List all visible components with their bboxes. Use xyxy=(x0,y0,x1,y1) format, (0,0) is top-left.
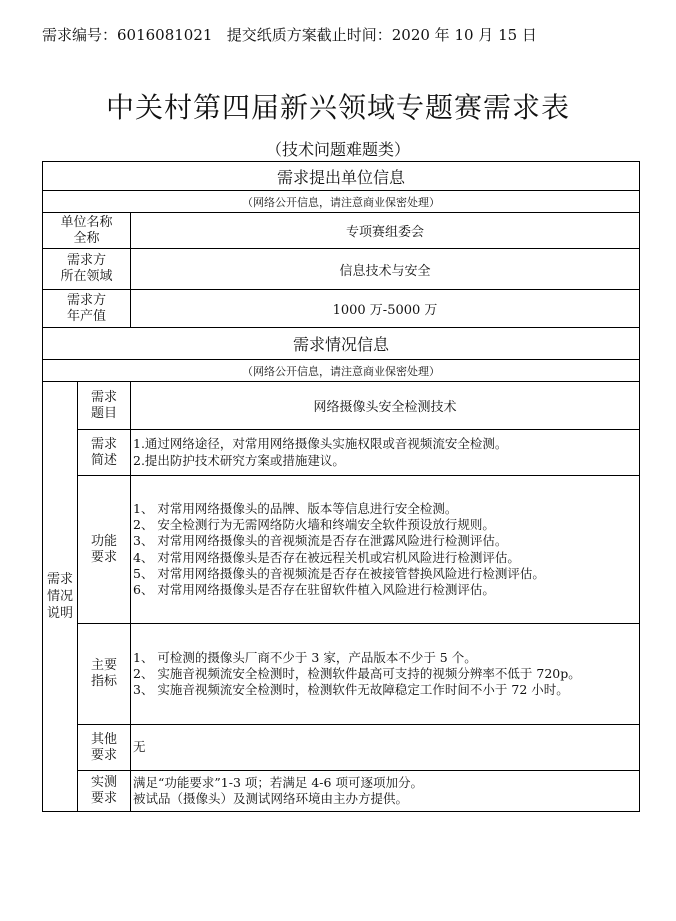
brief-label: 需求 简述 xyxy=(78,430,131,476)
list-item: 1、 可检测的摄像头厂商不少于 3 家，产品版本不少于 5 个。 xyxy=(133,649,477,665)
org-revenue-value: 1000 万-5000 万 xyxy=(131,290,640,328)
need-group-label: 需求 情况 说明 xyxy=(43,382,78,812)
other-value: 无 xyxy=(131,725,640,771)
org-field-value: 信息技术与安全 xyxy=(131,249,640,290)
org-revenue-label: 需求方 年产值 xyxy=(43,290,131,328)
list-item: 被试品（摄像头）及测试网络环境由主办方提供。 xyxy=(133,791,409,806)
list-item: 1、 对常用网络摄像头的品牌、版本等信息进行安全检测。 xyxy=(133,500,458,516)
list-item: 2.提出防护技术研究方案或措施建议。 xyxy=(133,452,345,468)
org-field-label: 需求方 所在领域 xyxy=(43,249,131,290)
list-item: 5、 对常用网络摄像头的音视频流是否存在被接管替换风险进行检测评估。 xyxy=(133,565,545,581)
functions-list xyxy=(131,476,640,624)
list-item: 满足“功能要求”1-3 项；若满足 4-6 项可逐项加分。 xyxy=(133,774,423,790)
test-label: 实测 要求 xyxy=(78,771,131,812)
list-item: 4、 对常用网络摄像头是否存在被远程关机或宕机风险进行检测评估。 xyxy=(133,549,520,565)
need-section-title: 需求情况信息 xyxy=(43,328,640,360)
requirement-form-table xyxy=(42,161,640,812)
page-subtitle: （技术问题难题类） xyxy=(265,140,410,159)
brief-list xyxy=(131,430,640,476)
topic-value: 网络摄像头安全检测技术 xyxy=(131,382,640,430)
functions-label: 功能 要求 xyxy=(78,476,131,624)
org-section-note: （网络公开信息，请注意商业保密处理） xyxy=(43,191,640,213)
org-name-label: 单位名称 全称 xyxy=(43,213,131,249)
requirement-number-line: 需求编号：6016081021 提交纸质方案截止时间：2020 年 10 月 15 日 xyxy=(42,26,537,44)
list-item: 3、 对常用网络摄像头的音视频流是否存在泄露风险进行检测评估。 xyxy=(133,533,508,549)
list-item: 2、 实施音视频流安全检测时，检测软件最高可支持的视频分辨率不低于 720p。 xyxy=(133,665,581,681)
indicators-list xyxy=(131,624,640,725)
test-list xyxy=(131,771,640,812)
topic-label: 需求 题目 xyxy=(78,382,131,430)
org-section-title: 需求提出单位信息 xyxy=(43,162,640,191)
list-item: 3、 实施音视频流安全检测时，检测软件无故障稳定工作时间不小于 72 小时。 xyxy=(133,682,569,698)
other-label: 其他 要求 xyxy=(78,725,131,771)
list-item: 2、 安全检测行为无需网络防火墙和终端安全软件预设放行规则。 xyxy=(133,516,495,532)
need-section-note: （网络公开信息，请注意商业保密处理） xyxy=(43,360,640,382)
list-item: 1.通过网络途径，对常用网络摄像头实施权限或音视频流安全检测。 xyxy=(133,436,508,452)
indicators-label: 主要 指标 xyxy=(78,624,131,725)
page-title: 中关村第四届新兴领域专题赛需求表 xyxy=(105,91,570,124)
org-name-value: 专项赛组委会 xyxy=(131,213,640,249)
list-item: 6、 对常用网络摄像头是否存在驻留软件植入风险进行检测评估。 xyxy=(133,582,495,598)
